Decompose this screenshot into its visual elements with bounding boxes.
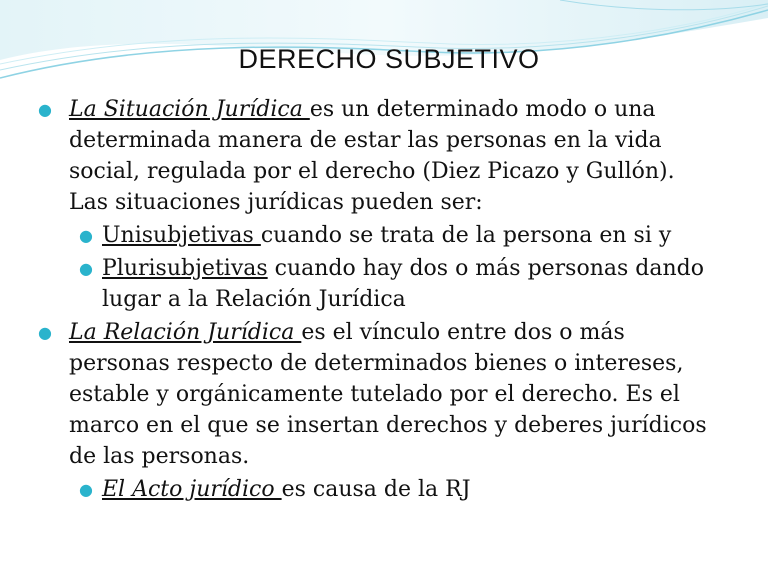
term-situacion-juridica: La Situación Jurídica — [69, 97, 310, 122]
slide-content — [0, 94, 768, 505]
bullet-item-plurisubjetivas — [0, 253, 712, 315]
item-text: cuando hay dos o más personas dando lugar a la Relación Jurídica — [102, 256, 704, 312]
bullet-item-situacion-juridica — [0, 94, 719, 218]
item-text: es el vínculo entre dos o más personas respecto de determinados bienes o intereses, estable y orgánicamente tutelado por el derecho. Es el marco en el que se insertan derechos y deberes jurídicos de las personas. — [69, 320, 707, 469]
term-plurisubjetivas: Plurisubjetivas — [102, 256, 268, 281]
item-text: cuando se trata de la persona en si y — [260, 223, 672, 248]
bullet-icon: ● — [38, 100, 52, 119]
item-text: es un determinado modo o una determinada manera de estar las personas en la vida social, regulada por el derecho (Diez Picazo y Gullón). Las situaciones jurídicas pueden ser: — [69, 97, 675, 215]
term-acto-juridico: El Acto jurídico — [102, 477, 282, 502]
term-relacion-juridica: La Relación Jurídica — [69, 320, 302, 345]
slide-title: DERECHO SUBJETIVO — [238, 44, 540, 74]
bullet-item-acto-juridico — [0, 474, 712, 505]
bullet-icon: ● — [79, 226, 93, 245]
bullet-icon: ● — [79, 259, 93, 278]
term-unisubjetivas: Unisubjetivas — [102, 223, 261, 248]
item-text: es causa de la RJ — [281, 477, 471, 502]
bullet-item-relacion-juridica — [0, 317, 719, 472]
bullet-icon: ● — [38, 323, 52, 342]
bullet-item-unisubjetivas — [0, 220, 712, 251]
bullet-icon: ● — [79, 480, 93, 499]
